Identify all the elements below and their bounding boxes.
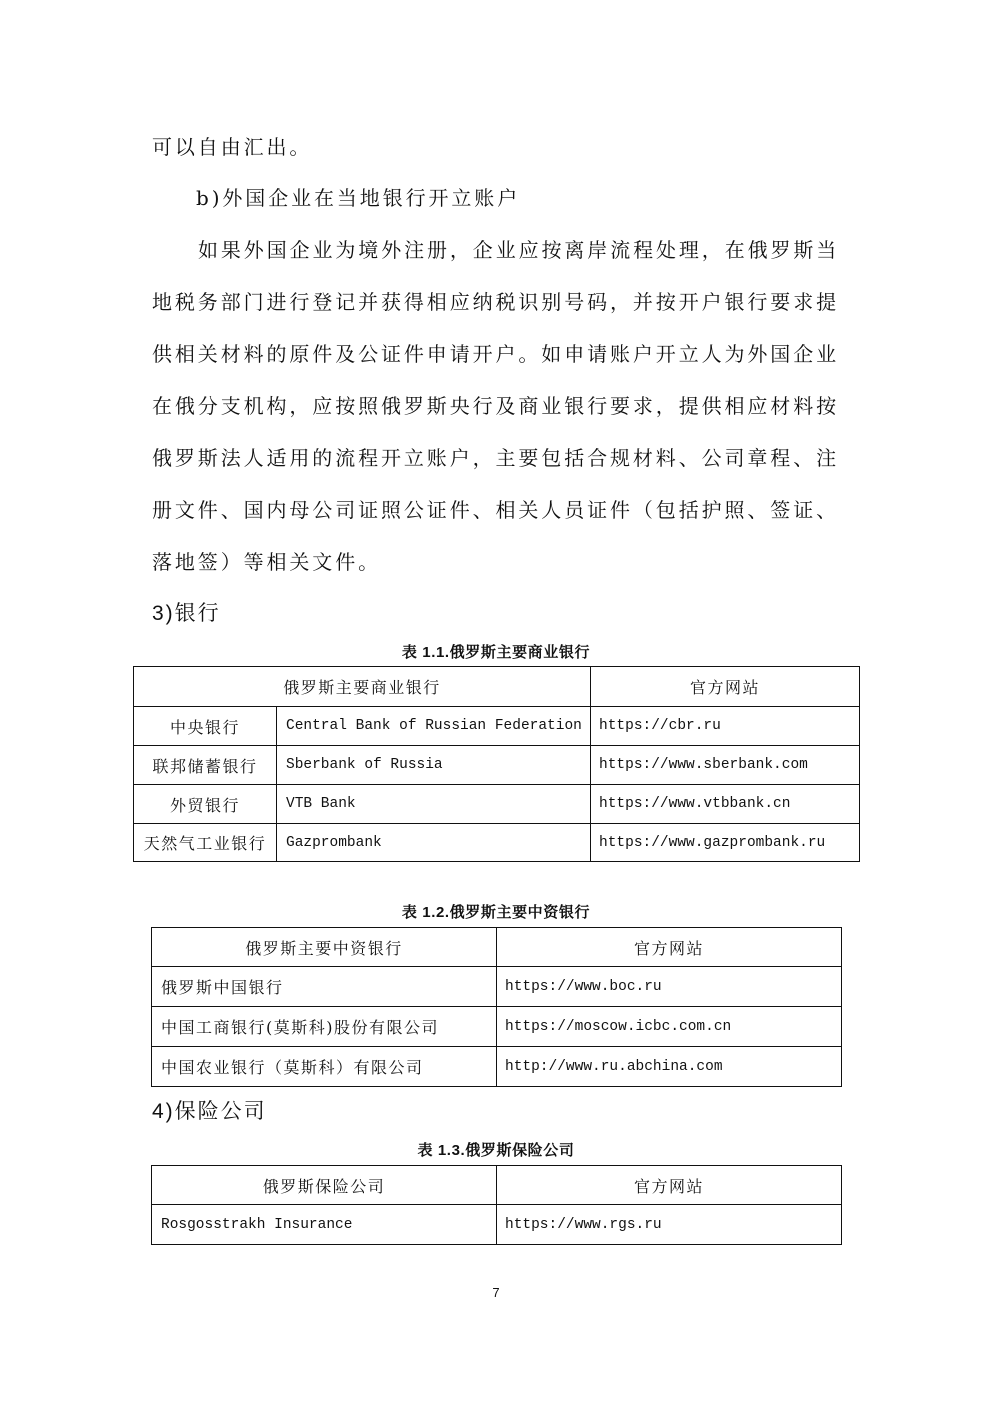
table-row xyxy=(152,1047,842,1087)
paragraph-line: 在俄分支机构，应按照俄罗斯央行及商业银行要求，提供相应材料按 xyxy=(152,394,839,418)
table-caption-commercial-banks: 表 1.1.俄罗斯主要商业银行 xyxy=(401,644,591,661)
table-caption-chinese-banks: 表 1.2.俄罗斯主要中资银行 xyxy=(401,904,591,921)
bank-url: https://www.vtbbank.cn xyxy=(591,785,860,824)
paragraph-line: 如果外国企业为境外注册，企业应按离岸流程处理，在俄罗斯当 xyxy=(198,238,840,262)
paragraph-line: 俄罗斯法人适用的流程开立账户，主要包括合规材料、公司章程、注 xyxy=(152,446,839,470)
company-url: https://www.rgs.ru xyxy=(497,1205,842,1245)
bank-name: 俄罗斯中国银行 xyxy=(152,967,497,1007)
bank-name-en: Sberbank of Russia xyxy=(277,746,591,785)
bank-url: https://moscow.icbc.com.cn xyxy=(497,1007,842,1047)
bank-name-cn: 天然气工业银行 xyxy=(134,824,277,862)
table-header-row xyxy=(134,667,860,707)
bank-name-en: Central Bank of Russian Federation xyxy=(277,707,591,746)
table-header-row xyxy=(152,928,842,967)
paragraph-line: 供相关材料的原件及公证件申请开户。如申请账户开立人为外国企业 xyxy=(152,342,839,366)
paragraph-line: 地税务部门进行登记并获得相应纳税识别号码，并按开户银行要求提 xyxy=(152,290,839,314)
intro-line: 可以自由汇出。 xyxy=(152,135,313,159)
header-cell-website: 官方网站 xyxy=(591,667,860,707)
header-cell-bank: 俄罗斯主要中资银行 xyxy=(152,928,497,967)
paragraph-line: 落地签）等相关文件。 xyxy=(152,550,381,574)
bank-name-cn: 中央银行 xyxy=(134,707,277,746)
section-heading-banks: 3)银行 xyxy=(152,602,221,625)
bank-url: https://www.boc.ru xyxy=(497,967,842,1007)
bank-name-cn: 外贸银行 xyxy=(134,785,277,824)
table-row xyxy=(152,967,842,1007)
bank-name-cn: 联邦储蓄银行 xyxy=(134,746,277,785)
bank-name-en: Gazprombank xyxy=(277,824,591,862)
bank-url: http://www.ru.abchina.com xyxy=(497,1047,842,1087)
table-caption-insurance: 表 1.3.俄罗斯保险公司 xyxy=(417,1142,575,1159)
insurance-table xyxy=(151,1165,842,1245)
table-row xyxy=(134,824,860,862)
bank-name-en: VTB Bank xyxy=(277,785,591,824)
bank-url: https://www.gazprombank.ru xyxy=(591,824,860,862)
bank-url: https://cbr.ru xyxy=(591,707,860,746)
section-heading-insurance: 4)保险公司 xyxy=(152,1100,267,1123)
header-cell-bank: 俄罗斯主要商业银行 xyxy=(134,667,591,707)
header-cell-website: 官方网站 xyxy=(497,1166,842,1205)
table-row xyxy=(134,707,860,746)
subheading-b: b)外国企业在当地银行开立账户 xyxy=(196,186,521,210)
table-row xyxy=(152,1205,842,1245)
table-row xyxy=(152,1007,842,1047)
table-row xyxy=(134,746,860,785)
commercial-banks-table xyxy=(133,666,860,862)
table-header-row xyxy=(152,1166,842,1205)
chinese-banks-table xyxy=(151,927,842,1087)
bank-name: 中国工商银行(莫斯科)股份有限公司 xyxy=(152,1007,497,1047)
bank-url: https://www.sberbank.com xyxy=(591,746,860,785)
header-cell-company: 俄罗斯保险公司 xyxy=(152,1166,497,1205)
bank-name: 中国农业银行（莫斯科）有限公司 xyxy=(152,1047,497,1087)
page-number: 7 xyxy=(492,1285,500,1300)
paragraph-account-opening xyxy=(152,224,839,588)
paragraph-line: 册文件、国内母公司证照公证件、相关人员证件（包括护照、签证、 xyxy=(152,498,839,522)
company-name: Rosgosstrakh Insurance xyxy=(152,1205,497,1245)
table-row xyxy=(134,785,860,824)
header-cell-website: 官方网站 xyxy=(497,928,842,967)
